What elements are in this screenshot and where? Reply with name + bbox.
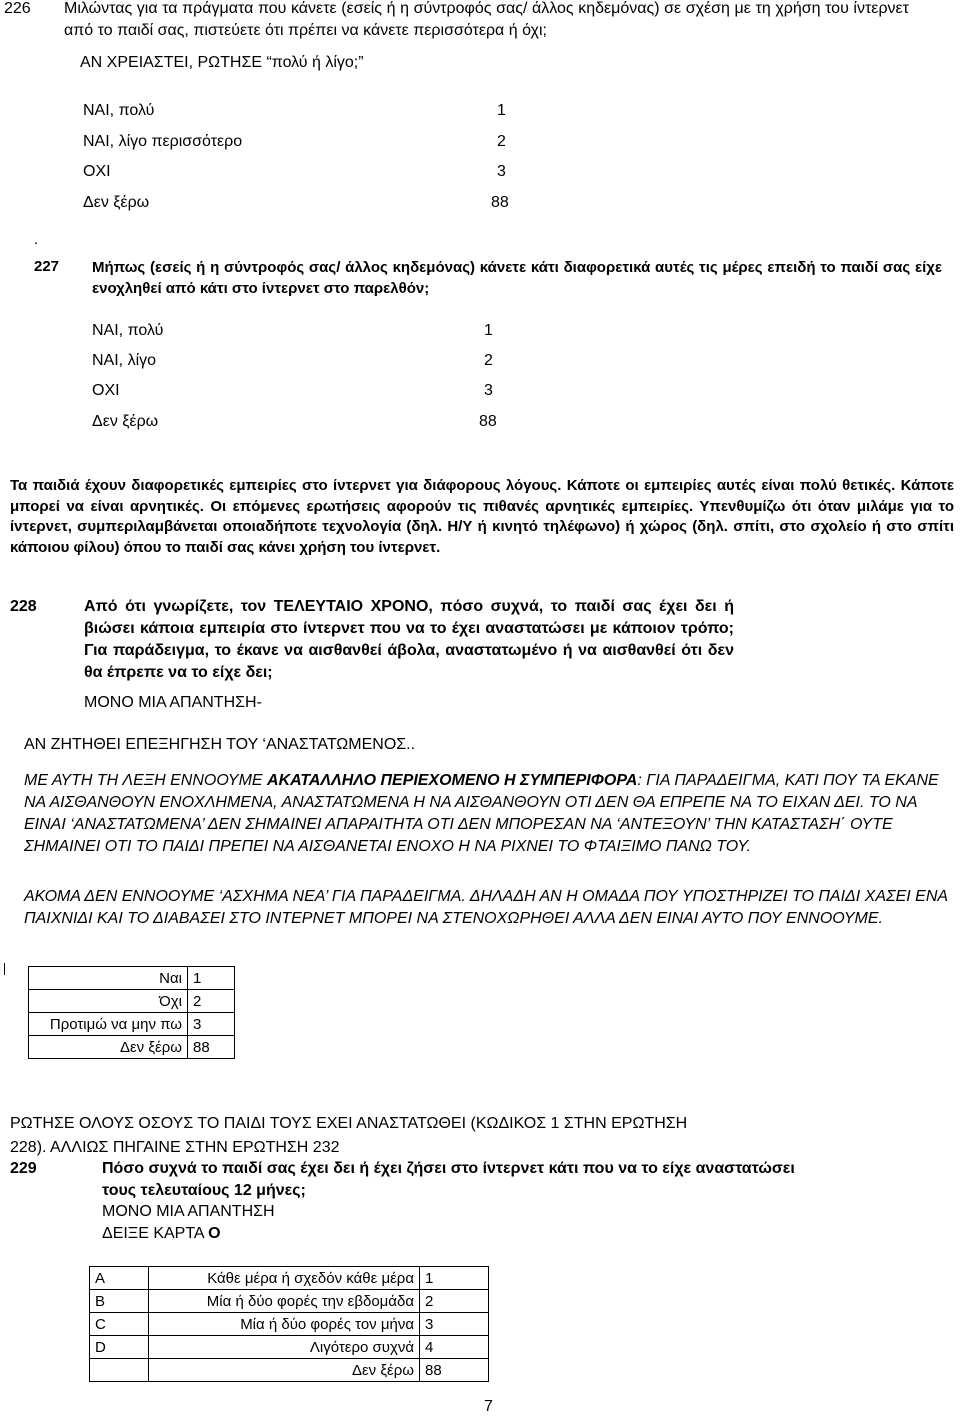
q228-option-row[interactable] — [29, 1013, 235, 1036]
option-code: 2 — [188, 990, 235, 1013]
option-code: 1 — [420, 1267, 489, 1290]
q226-option-row[interactable] — [83, 161, 513, 183]
option-label: ΝΑΙ, πολύ — [83, 102, 155, 119]
option-label: ΝΑΙ, λίγο περισσότερο — [83, 133, 243, 150]
q229-option-row[interactable] — [90, 1336, 489, 1359]
page-number: 7 — [484, 1398, 493, 1415]
option-code: 88 — [188, 1036, 235, 1059]
option-label: Ναι — [29, 967, 188, 990]
option-code: 1 — [188, 967, 235, 990]
q229-option-row[interactable] — [90, 1290, 489, 1313]
option-letter: B — [90, 1290, 149, 1313]
q226-option-row[interactable] — [83, 100, 513, 122]
q226-option-row[interactable] — [83, 192, 513, 214]
option-label: Κάθε μέρα ή σχεδόν κάθε μέρα — [149, 1267, 420, 1290]
option-code: 88 — [479, 413, 497, 430]
q229-show-card — [102, 1223, 221, 1245]
q226-option-row[interactable] — [83, 131, 513, 153]
q226-question: Μιλώντας για τα πράγματα που κάνετε (εσείς ή η σύντροφός σας/ άλλος κηδεμόνας) σε σχέση με τη χρήση του ίντερνετ από το παιδί σας, πιστεύετε ότι πρέπει να κάνετε περισσότερα ή όχι; — [64, 0, 909, 39]
q228-clarify: ΑΝ ΖΗΤΗΘΕΙ ΕΠΕΞΗΓΗΣΗ ΤΟΥ ‘ΑΝΑΣΤΑΤΩΜΕΝΟΣ.. — [24, 736, 416, 753]
option-label: ΝΑΙ, πολύ — [92, 322, 164, 339]
q229-option-row[interactable] — [90, 1359, 489, 1382]
option-code: 3 — [188, 1013, 235, 1036]
note-text: ΜΕ ΑΥΤΗ ΤΗ ΛΕΞΗ ΕΝΝΟΟΥΜΕ — [24, 772, 268, 789]
q227-options — [92, 320, 512, 440]
negative-experiences-intro: Τα παιδιά έχουν διαφορετικές εμπειρίες στο ίντερνετ για διάφορους λόγους. Κάποτε οι εμπειρίες αυτές είναι πολύ θετικές. Κάποτε μπορεί να είναι αρνητικές. Οι επόμενες ερωτήσεις αφορούν τις πιθανές αρνητικές εμπειρίες. Υπενθυμίζω ότι όταν μιλάμε για το ίντερνετ, συμπεριλαμβάνεται οποιαδήποτε τεχνολογία (δηλ. Η/Υ ή κινητό τηλέφωνο) ή χώρος (δηλ. σπίτι, στο σχολείο ή στο σπίτι κάποιου φίλου) όπου το παιδί σας κάνει χρήση του ίντερνετ. — [10, 477, 954, 556]
option-label: Δεν ξέρω — [149, 1359, 420, 1382]
option-code: 88 — [491, 194, 509, 211]
option-label: Δεν ξέρω — [92, 413, 159, 430]
option-label: Λιγότερο συχνά — [149, 1336, 420, 1359]
q229-question: Πόσο συχνά το παιδί σας έχει δει ή έχει ζήσει στο ίντερνετ κάτι που να το είχε αναστατώσει τους τελευταίους 12 μήνες; — [102, 1160, 795, 1199]
q228-answer-grid — [28, 966, 235, 1059]
option-label: Προτιμώ να μην πω — [29, 1013, 188, 1036]
option-code: 4 — [420, 1336, 489, 1359]
q229-option-row[interactable] — [90, 1313, 489, 1336]
option-code: 2 — [420, 1290, 489, 1313]
option-label: Μία ή δύο φορές την εβδομάδα — [149, 1290, 420, 1313]
option-code: 3 — [420, 1313, 489, 1336]
show-card-letter: Ο — [208, 1225, 221, 1242]
routing-instruction-cont: 228). ΑΛΛΙΩΣ ΠΗΓΑΙΝΕ ΣΤΗΝ ΕΡΩΤΗΣΗ 232 — [10, 1139, 340, 1156]
option-label: ΟΧΙ — [92, 382, 120, 399]
q229-answer-grid — [89, 1266, 489, 1382]
q227-dot: . — [34, 231, 39, 248]
option-label: ΟΧΙ — [83, 163, 111, 180]
option-letter: D — [90, 1336, 149, 1359]
option-code: 3 — [497, 163, 506, 180]
show-card-text: ΔΕΙΞΕ ΚΑΡΤΑ — [102, 1225, 209, 1242]
option-letter: C — [90, 1313, 149, 1336]
option-code: 1 — [484, 322, 493, 339]
option-label: Δεν ξέρω — [29, 1036, 188, 1059]
q227-question: Μήπως (εσείς ή η σύντροφός σας/ άλλος κηδεμόνας) κάνετε κάτι διαφορετικά αυτές τις μέρες επειδή το παιδί σας είχε ενοχληθεί από κάτι στο ίντερνετ στο παρελθόν; — [92, 259, 942, 297]
q228-question: Από ότι γνωρίζετε, τον ΤΕΛΕΥΤΑΙΟ ΧΡΟΝΟ, πόσο συχνά, το παιδί σας έχει δει ή βιώσει κάποια εμπειρία στο ίντερνετ που να το έχει αναστατώσει με κάποιον τρόπο; Για παράδειγμα, το έκανε να αισθανθεί άβολα, αναστατωμένο ή να αισθανθεί ότι δεν θα έπρεπε να το είχε δει; — [84, 598, 734, 681]
note-text: : ΓΙΑ ΠΑΡΑΔΕΙΓΜΑ, ΚΑΤΙ ΠΟΥ ΤΑ ΕΚΑΝΕ ΝΑ ΑΙΣΘΑΝΘΟΥΝ ΕΝΟΧΛΗΜΕΝΑ, ΑΝΑΣΤΑΤΩΜΕΝΑ Η ΝΑ ΑΙΣΘΑΝΘΟΥΝ ΟΤΙ ΔΕΝ ΘΑ ΕΠΡΕΠΕ ΝΑ ΤΟ ΕΙΧΑΝ ΔΕΙ. ΤΟ ΝΑ ΕΙΝΑΙ ‘ΑΝΑΣΤΑΤΩΜΕΝΑ’ ΔΕΝ ΣΗΜΑΙΝΕΙ ΑΠΑΡΑΙΤΗΤΑ ΟΤΙ ΔΕΝ ΜΠΟΡΕΣΑΝ ΝΑ ‘ΑΝΤΕΞΟΥΝ’ ΤΗΝ ΚΑΤΑΣΤΑΣΗ΄ ΟΥΤΕ ΣΗΜΑΙΝΕΙ ΟΤΙ ΤΟ ΠΑΙΔΙ ΠΡΕΠΕΙ ΝΑ ΑΙΣΘΑΝΕΤΑΙ ΕΝΟΧΟ Η ΝΑ ΡΙΧΝΕΙ ΤΟ ΦΤΑΙΞΙΜΟ ΠΑΝΩ ΤΟΥ. — [24, 772, 939, 855]
q228-option-row[interactable] — [29, 967, 235, 990]
q228-option-row[interactable] — [29, 1036, 235, 1059]
q227-option-row[interactable] — [92, 380, 512, 402]
q228-number: 228 — [10, 598, 37, 615]
option-letter: A — [90, 1267, 149, 1290]
option-letter — [90, 1359, 149, 1382]
q229-number: 229 — [10, 1160, 37, 1177]
grid-line — [4, 963, 5, 975]
q227-option-row[interactable] — [92, 350, 512, 372]
routing-instruction: ΡΩΤΗΣΕ ΟΛΟΥΣ ΟΣΟΥΣ ΤΟ ΠΑΙΔΙ ΤΟΥΣ ΕΧΕΙ ΑΝΑΣΤΑΤΩΘΕΙ (ΚΩΔΙΚΟΣ 1 ΣΤΗΝ ΕΡΩΤΗΣΗ — [10, 1115, 688, 1132]
option-code: 2 — [484, 352, 493, 369]
q228-instruction: ΜΟΝΟ ΜΙΑ ΑΠΑΝΤΗΣΗ- — [84, 694, 262, 711]
option-code: 2 — [497, 133, 506, 150]
option-code: 88 — [420, 1359, 489, 1382]
option-label: Όχι — [29, 990, 188, 1013]
q228-option-row[interactable] — [29, 990, 235, 1013]
option-code: 3 — [484, 382, 493, 399]
q226-number: 226 — [4, 0, 31, 17]
q226-options — [83, 100, 513, 220]
option-label: ΝΑΙ, λίγο — [92, 352, 157, 369]
note-emphasis: ΑΚΑΤΑΛΛΗΛΟ ΠΕΡΙΕΧΟΜΕΝΟ Η ΣΥΜΠΕΡΙΦΟΡΑ — [267, 772, 638, 789]
option-label: Δεν ξέρω — [83, 194, 150, 211]
q228-note-exclusion: ΑΚΟΜΑ ΔΕΝ ΕΝΝΟΟΥΜΕ ‘ΑΣΧΗΜΑ ΝΕΑ’ ΓΙΑ ΠΑΡΑΔΕΙΓΜΑ. ΔΗΛΑΔΗ ΑΝ Η ΟΜΑΔΑ ΠΟΥ ΥΠΟΣΤΗΡΙΖΕΙ ΤΟ ΠΑΙΔΙ ΧΑΣΕΙ ΕΝΑ ΠΑΙΧΝΙΔΙ ΚΑΙ ΤΟ ΔΙΑΒΑΣΕΙ ΣΤΟ ΙΝΤΕΡΝΕΤ ΜΠΟΡΕΙ ΝΑ ΣΤΕΝΟΧΩΡΗΘΕΙ ΑΛΛΑ ΔΕΝ ΕΙΝΑΙ ΑΥΤΟ ΠΟΥ ΕΝΝΟΟΥΜΕ. — [24, 888, 948, 927]
q227-option-row[interactable] — [92, 320, 512, 342]
option-label: Μία ή δύο φορές τον μήνα — [149, 1313, 420, 1336]
q228-note-definition — [24, 770, 959, 858]
q226-probe: ΑΝ ΧΡΕΙΑΣΤΕΙ, ΡΩΤΗΣΕ “πολύ ή λίγο;” — [80, 54, 364, 71]
q227-option-row[interactable] — [92, 411, 512, 433]
q229-option-row[interactable] — [90, 1267, 489, 1290]
option-code: 1 — [497, 102, 506, 119]
q229-instruction: ΜΟΝΟ ΜΙΑ ΑΠΑΝΤΗΣΗ — [102, 1203, 275, 1220]
q227-number: 227 — [34, 258, 60, 275]
